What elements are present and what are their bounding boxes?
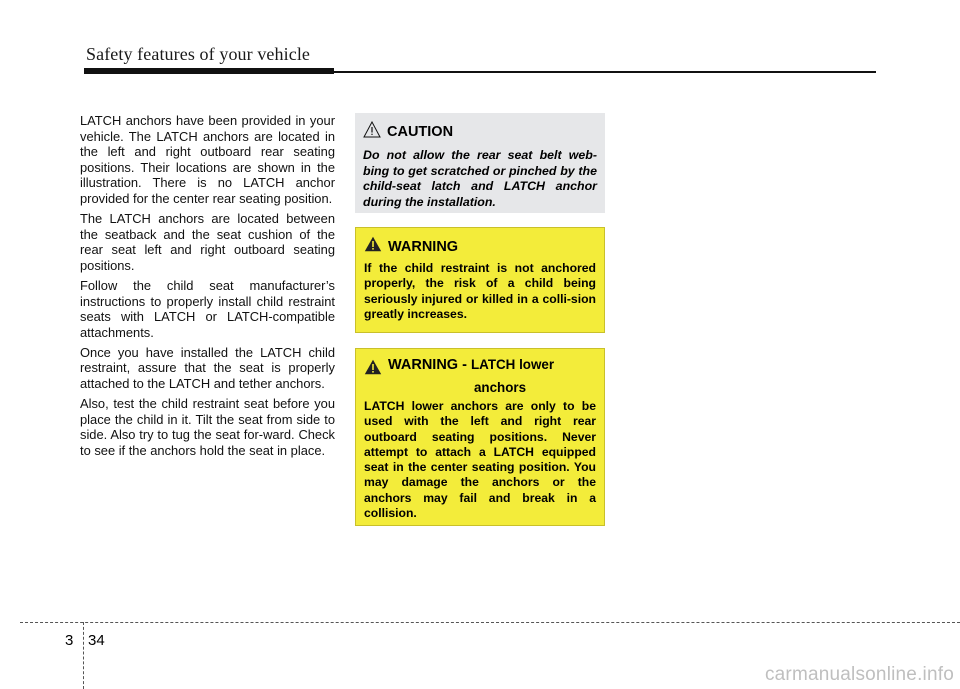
warning-triangle-icon [364, 236, 382, 257]
warning-title: WARNING [388, 238, 459, 255]
body-paragraph-3: Follow the child seat manufacturer’s instructions to properly install child restraint seats with LATCH or LATCH-compatible attachments. [80, 277, 335, 340]
header-rule-thin [330, 71, 876, 73]
warning-latch-subtitle-1: LATCH lower [470, 357, 555, 372]
body-paragraph-1: LATCH anchors have been provided in your vehicle. The LATCH anchors are located in the left and right outboard rear seating positions. Their locations are shown in the illustration. There is no LATCH anchor provided for the center rear seating position. [80, 113, 335, 206]
footer-dotted-rule [20, 622, 960, 623]
warning-box [355, 227, 605, 333]
warning-latch-title [388, 357, 554, 373]
page-number: 34 [88, 632, 105, 649]
watermark: carmanualsonline.info [764, 664, 954, 685]
caution-triangle-icon [363, 121, 381, 143]
warning-latch-title-prefix: WARNING - [388, 357, 467, 373]
body-paragraph-4: Once you have installed the LATCH child restraint, assure that the seat is properly attached to the LATCH and tether anchors. [80, 344, 335, 391]
footer-dotted-vertical-rule [83, 622, 84, 689]
caution-title: CAUTION [387, 124, 454, 140]
chapter-number: 3 [65, 632, 74, 649]
warning-latch-box [355, 348, 605, 526]
warning-latch-text: LATCH lower anchors are only to be used with the left and right rear outboard seating positions. Never attempt to attach a LATCH equipped seat in the center seating position. You may damage the anchors or the anchors may fail and break in a collision. [364, 399, 596, 521]
header-rule-thick [84, 68, 334, 74]
body-paragraph-5: Also, test the child restraint seat before you place the child in it. Tilt the seat from side to side. Also try to tug the seat for-ward. Check to see if the anchors hold the seat in place. [80, 396, 335, 458]
body-paragraph-2: The LATCH anchors are located between the seatback and the seat cushion of the rear seat left and right outboard seating positions. [80, 211, 335, 273]
warning-text: If the child restraint is not anchored properly, the risk of a child being seriously injured or killed in a colli-sion greatly increases. [364, 261, 596, 321]
warning-triangle-icon [364, 359, 382, 380]
caution-box [355, 113, 605, 213]
warning-latch-subtitle-2: anchors [473, 380, 527, 395]
body-text-column [80, 113, 335, 463]
caution-text: Do not allow the rear seat belt web-bing to get scratched or pinched by the child-seat latch and LATCH anchor during the installation. [363, 148, 597, 209]
section-title: Safety features of your vehicle [86, 44, 311, 64]
